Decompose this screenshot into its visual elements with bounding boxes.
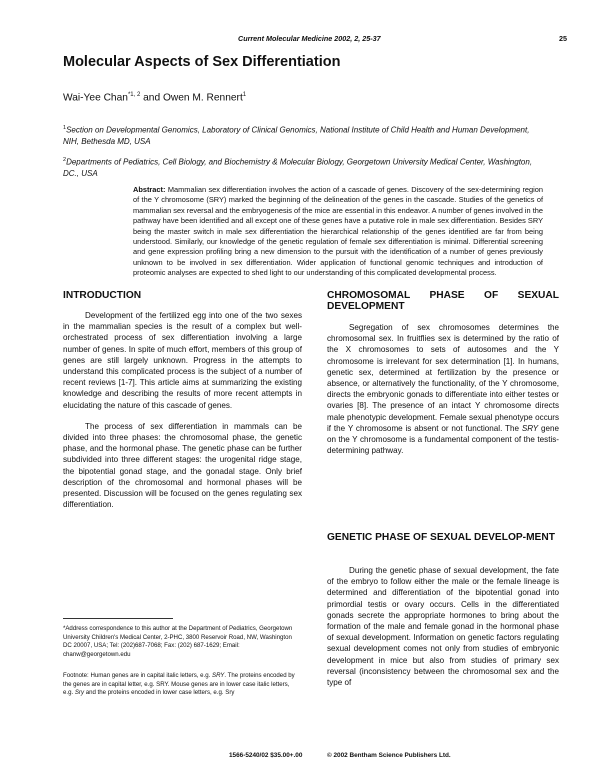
chromosomal-text-a: Segregation of sex chromosomes determines the chromosomal sex. In fruitflies sex is determined by the ratio of the X chromosomes to sets of autosomes and the Y chromosome is irrelevant for sex determination [1]. In humans, genetic sex, determined at fertilization by the presence or absence, or alternatively the functionality, of the Y chromosome, directs the embryonic gonads to differentiate into either testes or ovaries [8]. The presence of an intact Y chromosome directs male phenotypic development. Female sexual phenotype occurs if the Y chromosome is absent or not functional. The (327, 323, 559, 433)
abstract-text: Mammalian sex differentiation involves the action of a cascade of genes. Discovery of the sex-determining region of the Y chromosome (SRY) marked the beginning of the delineation of the genes in the cascade. Studies of the genetics of mammalian sex reversal and the embryogenesis of the mice are essential in this endeavor. A number of genes involved in the pathway have been identified and all except one of these genes have a putative role in male sex differentiation. Besides SRY being the master switch in male sex differentiation the hierarchical relationship of the genes identified are far from being understood. Similarly, our knowledge of the genetic regulation of female sex differentiation is minimal. Differential screening and gene expression profiling bring a new dimension to the pursuit with the identification of a number of genes previously unknown to be involved in sex differentiation. Wider application of functional genomic techniques and introduction of proteomic analyses are expected to shed light to our understanding of this complicated developmental process. (133, 185, 543, 278)
copyright: © 2002 Bentham Science Publishers Ltd. (327, 752, 451, 759)
journal-citation: Current Molecular Medicine 2002, 2, 25-37 (238, 34, 381, 43)
abstract (133, 185, 543, 279)
introduction-heading: INTRODUCTION (63, 290, 142, 301)
sry-gene-italic: SRY (521, 423, 539, 433)
author-1-affiliation-mark: *1, 2 (127, 92, 141, 98)
correspondence-footnote: *Address correspondence to this author at the Department of Pediatrics, Georgetown University Children's Medical Center, 2-PHC, 3800 Reservoir Road, NW, Washington DC 20007, USA; Tel: (202)687-7068; Fax: (202) 687-1629; Email: chanw@georgetown.edu (63, 625, 293, 658)
article-title: Molecular Aspects of Sex Differentiation (63, 54, 341, 70)
affiliation-1-mark: 1 (63, 125, 67, 131)
affiliation-1 (63, 123, 543, 147)
chromosomal-paragraph-1 (327, 322, 559, 456)
chromosomal-phase-heading: CHROMOSOMAL PHASE OF SEXUAL DEVELOPMENT (327, 290, 559, 312)
author-line (63, 92, 246, 103)
affiliation-2 (63, 155, 543, 179)
nomenclature-footnote (63, 672, 301, 698)
genetic-paragraph-1: During the genetic phase of sexual development, the fate of the embryo to follow either the male or the female lineage is determined and differentiation of the bipotential gonad into primordial testis or ovary occurs. Cells in the differentiated gonads secrete the appropriate hormones to bring about the formation of the male and female gonad in the hormonal phase of sexual development. Information on genetic factors regulating sexual development comes not only from studies of embryonic development in mice but also from studies of primary sex reversal (inconsistency between the chromosomal sex and the type of (327, 566, 559, 688)
footnote-text-c: and the proteins encoded in lower case letters, e.g. Sry (84, 689, 235, 697)
introduction-paragraph-2: The process of sex differentiation in mammals can be divided into three phases: the chromosomal phase, the genetic phase, and the hormonal phase. The genetic phase can be further subdivided into three different stages: the urogenital ridge stage, the bipotential gonad stage, and the gonadal stage. Only brief description of the chromosomal and hormonal phases will be presented. Discussion will be focused on the genes regulating sex differentiation. (63, 421, 302, 510)
affiliation-1-text: Section on Developmental Genomics, Laboratory of Clinical Genomics, National Institute of Child Health and Human Development, NIH, Bethesda MD, USA (63, 125, 530, 146)
affiliation-2-text: Departments of Pediatrics, Cell Biology, and Biochemistry & Molecular Biology, Georgetown University Medical Center, Washington, DC., USA (63, 157, 533, 178)
introduction-paragraph-1: Development of the fertilized egg into one of the two sexes in the mammalian species is the result of a complex but well-orchestrated process of sex differentiation involving a large number of genes. In spite of much effort, members of this group of genes are still largely unknown. Progress in the attempts to understand this complicated process is the subject of a number of recent reviews [1-7]. This article aims at summarizing the existing knowledge and describing the results of more recent attempts in elucidating the nature of this cascade of genes. (63, 311, 302, 410)
footnote-sry-human: SRY (212, 672, 225, 679)
chromosomal-phase-body (327, 322, 559, 466)
author-2: and Owen M. Rennert (140, 92, 243, 104)
footnote-divider (63, 618, 173, 619)
footnote-sry-mouse: Sry (74, 689, 84, 697)
author-2-affiliation-mark: 1 (242, 92, 247, 98)
chromosomal-text-b: gene on the Y chromosome is a fundamental component of the testis-determining pathway. (327, 423, 559, 456)
abstract-label: Abstract: (133, 185, 166, 194)
footnote-text-a: Footnote: Human genes are in capital italic letters, e.g. (63, 672, 213, 679)
affiliation-2-mark: 2 (63, 157, 67, 163)
author-1: Wai-Yee Chan (63, 92, 128, 104)
introduction-body (63, 310, 302, 520)
issn-price: 1566-5240/02 $35.00+.00 (229, 752, 303, 759)
genetic-phase-body (327, 565, 559, 698)
genetic-phase-heading: GENETIC PHASE OF SEXUAL DEVELOP-MENT (327, 532, 555, 543)
page-number: 25 (559, 34, 567, 43)
footnote-text-b: . The proteins encoded by the genes are in capital letter, e.g. SRY. Mouse genes are in lower case italic letters, e.g. (63, 672, 295, 697)
